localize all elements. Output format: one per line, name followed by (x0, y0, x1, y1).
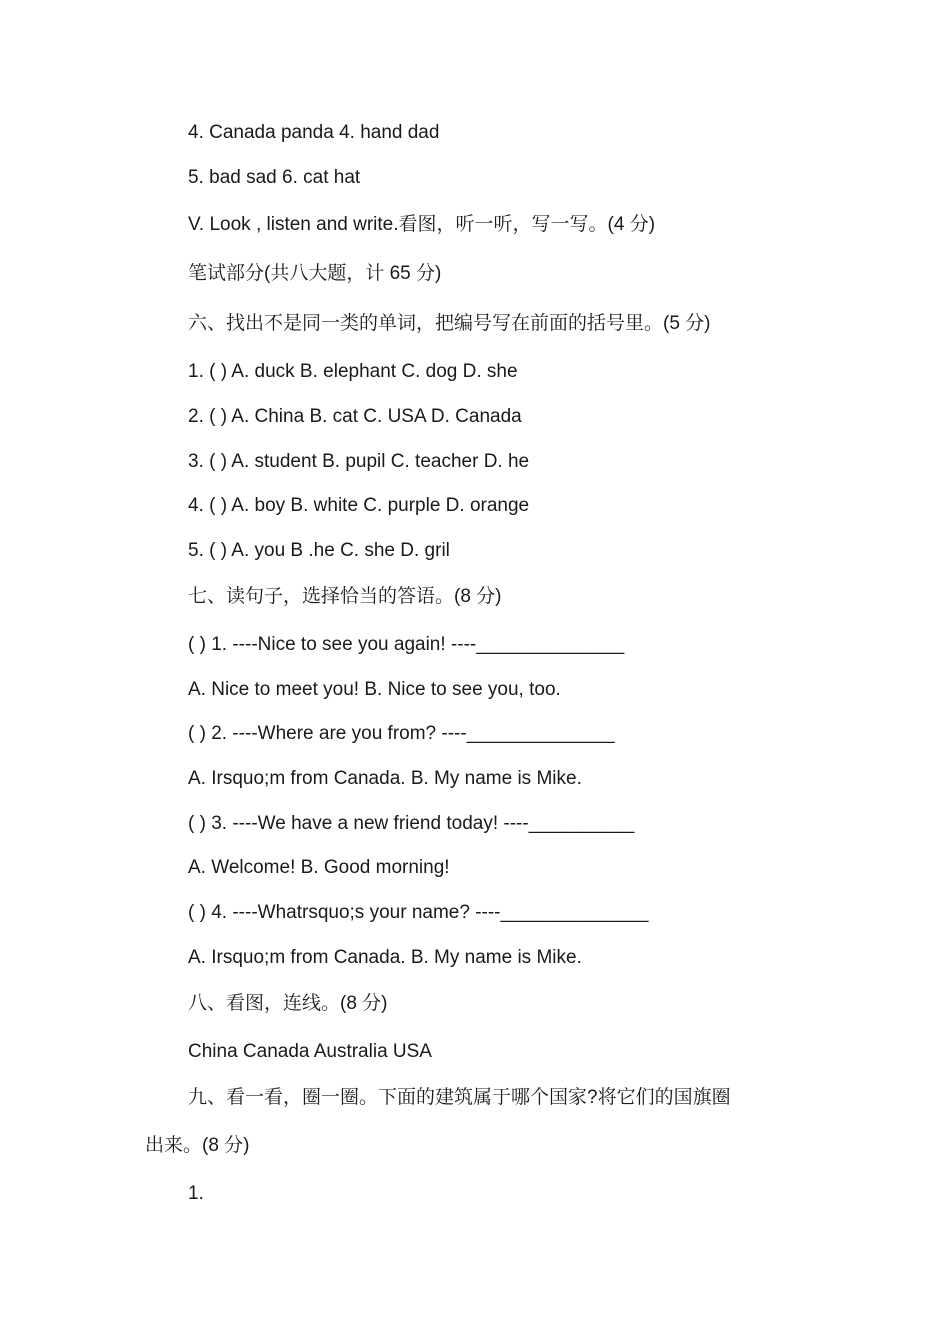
text-line: 4. Canada panda 4. hand dad (188, 122, 440, 143)
section-heading: 笔试部分(共八大题，计 65 分) (188, 263, 442, 284)
answer-options: A. Irsquo;m from Canada. B. My name is Mike. (188, 768, 582, 789)
text-line: China Canada Australia USA (188, 1041, 432, 1062)
section-heading: 七、读句子，选择恰当的答语。(8 分) (188, 586, 502, 607)
section-heading: V. Look , listen and write.看图，听一听，写一写。(4 分) (188, 214, 656, 235)
section-heading: 九、看一看，圈一圈。下面的建筑属于哪个国家?将它们的国旗圈 (188, 1087, 731, 1108)
question-line: 3. ( ) A. student B. pupil C. teacher D. he (188, 451, 530, 472)
question-line: 1. ( ) A. duck B. elephant C. dog D. she (188, 361, 518, 382)
section-heading: 八、看图，连线。(8 分) (188, 993, 388, 1014)
question-line: 4. ( ) A. boy B. white C. purple D. orange (188, 495, 530, 516)
question-line: ( ) 1. ----Nice to see you again! ----______________ (188, 634, 625, 655)
text-line: 5. bad sad 6. cat hat (188, 167, 361, 188)
question-line: ( ) 4. ----Whatrsquo;s your name? ----______________ (188, 902, 649, 923)
question-line: ( ) 2. ----Where are you from? ----______________ (188, 723, 615, 744)
section-heading: 六、找出不是同一类的单词，把编号写在前面的括号里。(5 分) (188, 313, 711, 334)
question-line: ( ) 3. ----We have a new friend today! ----__________ (188, 813, 635, 834)
answer-options: A. Irsquo;m from Canada. B. My name is Mike. (188, 947, 582, 968)
question-line: 2. ( ) A. China B. cat C. USA D. Canada (188, 406, 522, 427)
section-heading-continued: 出来。(8 分) (145, 1135, 250, 1156)
question-line: 5. ( ) A. you B .he C. she D. gril (188, 540, 450, 561)
answer-options: A. Nice to meet you! B. Nice to see you, too. (188, 679, 561, 700)
question-number: 1. (188, 1183, 204, 1204)
answer-options: A. Welcome! B. Good morning! (188, 857, 450, 878)
